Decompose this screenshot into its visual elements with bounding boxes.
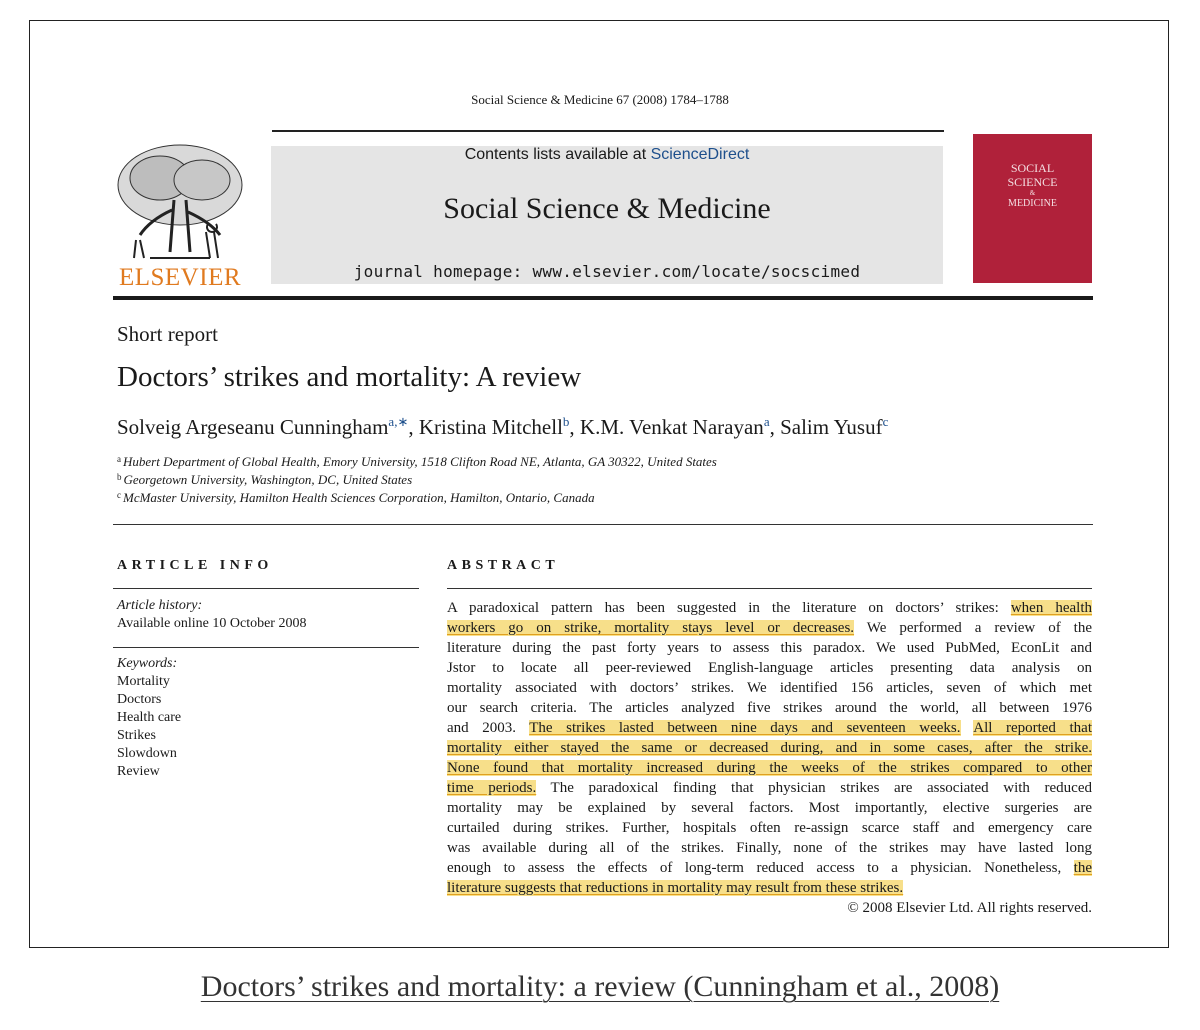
highlighted-text: None found that mortality increased during the weeks of the strikes compared to other xyxy=(447,760,1092,776)
cover-line-3: & xyxy=(1029,189,1036,197)
keywords-label: Keywords: xyxy=(117,656,178,671)
journal-title: Social Science & Medicine xyxy=(443,192,771,225)
article-history xyxy=(117,597,306,633)
affiliation xyxy=(117,472,412,488)
abstract-line xyxy=(447,858,1092,878)
author-separator: , xyxy=(408,415,419,439)
highlighted-text: literature suggests that reductions in mortality may result from these strikes. xyxy=(447,880,904,896)
cover-line-1: SOCIAL xyxy=(1010,161,1055,175)
cover-line-2: SCIENCE xyxy=(1007,175,1058,189)
abstract-line xyxy=(447,818,1092,838)
affiliation-text: Hubert Department of Global Health, Emory University, 1518 Clifton Road NE, Atlanta, GA 30322, United States xyxy=(123,454,717,469)
abstract-line xyxy=(447,698,1092,718)
journal-cover xyxy=(973,134,1092,283)
author-affil-mark[interactable]: c xyxy=(882,414,889,429)
abstract-line xyxy=(447,638,1092,658)
keywords-block xyxy=(117,655,181,781)
keyword: Strikes xyxy=(117,728,156,743)
journal-homepage[interactable]: journal homepage: www.elsevier.com/locate/socscimed xyxy=(353,262,861,281)
abstract-text-span: Jstor to locate all peer-reviewed English-language articles presenting data analysis on xyxy=(447,660,1092,676)
affiliation xyxy=(117,490,595,506)
affiliation-text: McMaster University, Hamilton Health Sciences Corporation, Hamilton, Ontario, Canada xyxy=(123,490,595,505)
author-list xyxy=(117,414,888,440)
abstract-line xyxy=(447,758,1092,778)
journal-citation: Social Science & Medicine 67 (2008) 1784–1788 xyxy=(471,92,729,107)
highlighted-text: when health xyxy=(1010,600,1093,616)
highlighted-text: time periods. xyxy=(447,780,537,796)
author-name: Salim Yusuf xyxy=(780,415,883,439)
elsevier-logo xyxy=(110,140,250,291)
affiliation-text: Georgetown University, Washington, DC, United States xyxy=(123,472,413,487)
author-affil-mark[interactable]: a xyxy=(763,414,770,429)
keyword: Mortality xyxy=(117,674,170,689)
banner-rule xyxy=(113,296,1093,300)
highlighted-text: mortality either stayed the same or decreased during, and in some cases, after the strike. xyxy=(447,740,1092,756)
journal-banner xyxy=(271,146,943,284)
abstract-rule xyxy=(447,588,1092,589)
affiliation xyxy=(117,454,717,470)
keyword: Slowdown xyxy=(117,746,177,761)
contents-prefix: Contents lists available at xyxy=(464,146,651,163)
history-value: Available online 10 October 2008 xyxy=(117,616,307,631)
affiliation-mark: c xyxy=(117,490,121,500)
figure-caption-link[interactable]: Doctors’ strikes and mortality: a review (Cunningham et al., 2008) xyxy=(200,970,1000,1003)
highlighted-text: The strikes lasted between nine days and seventeen weeks. xyxy=(529,720,961,736)
abstract-text-span: mortality may be explained by several factors. Most importantly, elective surgeries are xyxy=(447,800,1092,816)
elsevier-tree-icon xyxy=(110,140,250,262)
highlighted-text: workers go on strike, mortality stays level or decreases. xyxy=(447,620,855,636)
abstract-line xyxy=(447,678,1092,698)
author-name: Solveig Argeseanu Cunningham xyxy=(117,415,389,439)
affiliation-mark: a xyxy=(117,454,121,464)
abstract-text-span: curtailed during strikes. Further, hospitals often re-assign scarce staff and emergency care xyxy=(447,820,1092,836)
article-title: Doctors’ strikes and mortality: A review xyxy=(117,361,582,393)
keywords-rule xyxy=(113,647,419,648)
abstract-line xyxy=(447,838,1092,858)
abstract-text-span xyxy=(961,720,974,736)
sciencedirect-link[interactable]: ScienceDirect xyxy=(650,146,750,163)
author-name: K.M. Venkat Narayan xyxy=(579,415,764,439)
abstract-heading: ABSTRACT xyxy=(447,558,560,573)
abstract-text-span: literature during the past forty years to assess this paradox. We used PubMed, EconLit and xyxy=(447,640,1092,656)
abstract-line xyxy=(447,618,1092,638)
abstract-line xyxy=(447,658,1092,678)
section-divider xyxy=(113,524,1093,525)
copyright-notice: © 2008 Elsevier Ltd. All rights reserved. xyxy=(847,900,1092,916)
contents-line xyxy=(271,146,943,164)
abstract-line xyxy=(447,738,1092,758)
abstract-line xyxy=(447,718,1092,738)
keyword: Doctors xyxy=(117,692,162,707)
abstract-text-span: mortality associated with doctors’ strikes. We identified 156 articles, seven of which met xyxy=(447,680,1092,696)
cover-line-4: MEDICINE xyxy=(1008,198,1057,209)
abstract-line xyxy=(447,598,1092,618)
history-label: Article history: xyxy=(117,598,203,613)
affiliation-mark: b xyxy=(117,472,122,482)
abstract-line xyxy=(447,878,1092,898)
keyword: Health care xyxy=(117,710,182,725)
abstract-text-span: our search criteria. The articles analyzed five strikes around the world, all between 1976 xyxy=(447,700,1092,716)
abstract-text-span: and 2003. xyxy=(447,720,530,736)
highlighted-text: All reported that xyxy=(973,720,1092,736)
article-info-heading: ARTICLE INFO xyxy=(117,558,273,573)
author-separator: , xyxy=(569,415,580,439)
abstract-text-span: We performed a review of the xyxy=(854,620,1092,636)
elsevier-wordmark: ELSEVIER xyxy=(118,264,242,291)
abstract-text-span: The paradoxical finding that physician strikes are associated with reduced xyxy=(536,780,1092,796)
author-name: Kristina Mitchell xyxy=(418,415,563,439)
author-affil-mark[interactable]: b xyxy=(562,414,570,429)
highlighted-text: the xyxy=(1073,860,1092,876)
abstract-text xyxy=(447,598,1092,898)
article-info-rule xyxy=(113,588,419,589)
article-type: Short report xyxy=(117,322,218,346)
abstract-line xyxy=(447,778,1092,798)
author-separator: , xyxy=(769,415,781,439)
abstract-text-span: A paradoxical pattern has been suggested in the literature on doctors’ strikes: xyxy=(447,600,1011,616)
abstract-text-span: enough to assess the effects of long-term reduced access to a physician. Nonetheless, xyxy=(447,860,1074,876)
header-rule xyxy=(272,130,944,132)
author-affil-mark[interactable]: a,∗ xyxy=(388,414,409,429)
keyword: Review xyxy=(117,764,160,779)
abstract-line xyxy=(447,798,1092,818)
abstract-text-span: was available during all of the strikes. Finally, none of the strikes may have lasted long xyxy=(447,840,1092,856)
